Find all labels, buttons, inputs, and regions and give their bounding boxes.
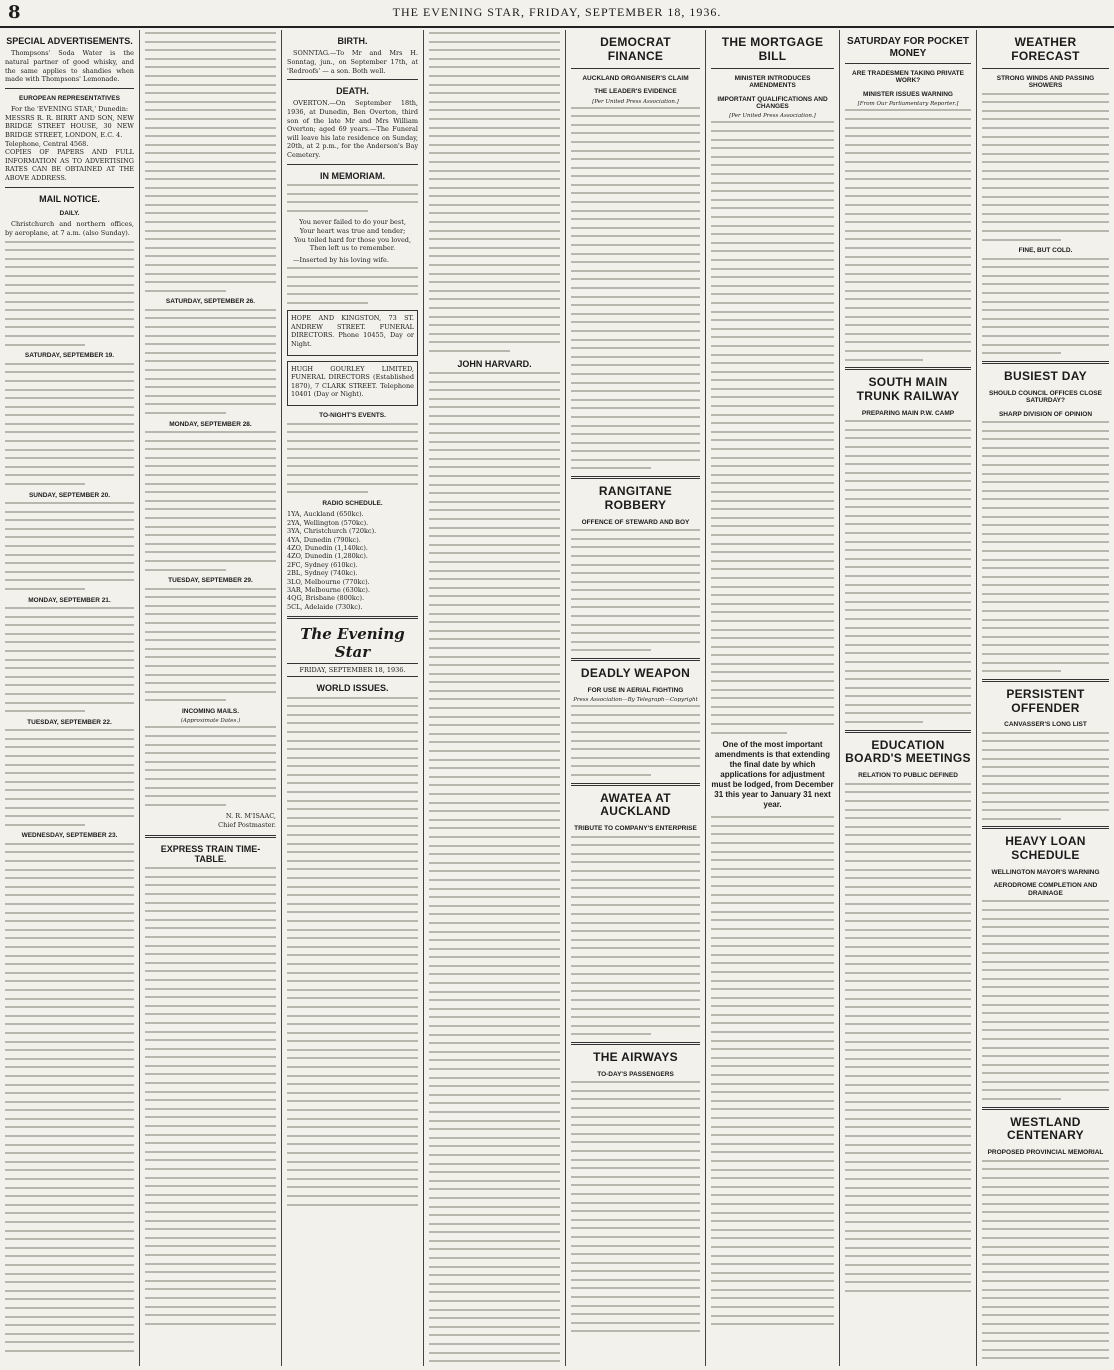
text-block [571,107,700,470]
death-notice: OVERTON.—On September 18th, 1936, at Dunedin, Ben Overton, third son of the late Mr and Mrs William Overton; aged 69 years.—The Funeral will leave his late residence on Sunday, 20th, at 2 p.m., for the Anderson's Bay Cemetery. [287,99,418,160]
rangitane-sub: OFFENCE OF STEWARD AND BOY [581,518,690,526]
divider [982,68,1109,69]
text-block [145,867,276,1324]
divider [982,679,1109,682]
mortgage-bill-credit: [Per United Press Association.] [729,113,816,120]
column-4 [424,30,566,1366]
deadly-weapon-credit: Press Association—By Telegraph—Copyright [573,697,698,704]
birth-notice: SONNTAG.—To Mr and Mrs H. Sonntag, jun., on September 17th, at 'Redroofs' — a son. Both well. [287,49,418,75]
newspaper-title: THE EVENING STAR, FRIDAY, SEPTEMBER 18, 1936. [392,5,722,19]
deadly-weapon-sub: FOR USE IN AERIAL FIGHTING [587,686,684,694]
column-7 [840,30,977,1366]
saturday-heading: SATURDAY, SEPTEMBER 19. [24,352,115,360]
reps-text: For the 'EVENING STAR,' Dunedin: MESSRS R. R. BIRRT AND SON, NEW BRIDGE STREET HOUSE, 30 NEW BRIDGE STREET, LONDON, E.C. 4. Telephone, Central 4568. COPIES OF PAPERS AND FULL INFORMATION AS TO ADVERTISING RATES CAN BE OBTAINED AT THE ABOVE ADDRESS. [5,105,134,182]
divider [287,616,418,619]
newspaper-nameplate: The Evening Star [300,625,405,662]
divider [982,1107,1109,1110]
text-block [5,607,134,712]
divider [711,68,834,69]
monday-2-heading: MONDAY, SEPTEMBER 28. [169,420,252,428]
funeral-ad-2-text: HUGH GOURLEY LIMITED, FUNERAL DIRECTORS (Established 1870), 7 CLARK STREET. Telephone 10401 (Day or Night). [291,364,414,399]
special-ads-heading: SPECIAL ADVERTISEMENTS. [6,36,133,46]
tuesday-heading: TUESDAY, SEPTEMBER 22. [27,718,112,726]
column-3 [282,30,424,1366]
funeral-ad-1 [287,310,418,355]
pocket-money-credit: [From Our Parliamentary Reporter.] [857,101,959,108]
divider [845,63,971,64]
councils-heading: SHOULD COUNCIL OFFICES CLOSE SATURDAY? [989,389,1102,405]
mortgage-callout: One of the most important amendments is that extending the final date by which applications for adjustment must be lodged, from December 31 this year to January 31 next year. [711,740,834,810]
funeral-ad-1-text: HOPE AND KINGSTON, 73 ST. ANDREW STREET. FUNERAL DIRECTORS. Phone 10455, Day or Night. [291,314,414,349]
pocket-money-sub: ARE TRADESMEN TAKING PRIVATE WORK? [852,70,964,85]
wednesday-heading: WEDNESDAY, SEPTEMBER 23. [21,832,118,840]
sunday-heading: SUNDAY, SEPTEMBER 20. [28,491,111,499]
airways-sub: TO-DAY'S PASSENGERS [597,1070,674,1078]
rangitane-heading: RANGITANE ROBBERY [598,484,673,512]
text-block [571,1081,700,1332]
divider [145,835,276,838]
awatea-sub: TRIBUTE TO COMPANY'S ENTERPRISE [574,825,697,833]
text-block [145,726,276,805]
deadly-weapon-heading: DEADLY WEAPON [580,666,691,681]
divider [571,1042,700,1045]
westland-sub: PROPOSED PROVINCIAL MEMORIAL [987,1149,1104,1157]
offender-heading: PERSISTENT OFFENDER [1006,686,1085,715]
memoriam-heading: IN MEMORIAM. [320,170,385,181]
text-block [982,1160,1109,1366]
special-ads-text: Thompsons' Soda Water is the natural partner of good whisky, and the same applies to shandies when made with Thompsons' Lemonade. [5,49,134,84]
text-block [5,729,134,826]
text-block [287,267,418,303]
divider [571,68,700,69]
democrat-finance-heading: DEMOCRAT FINANCE [600,35,671,63]
pocket-money-sub2: MINISTER ISSUES WARNING [863,90,953,98]
divider [571,476,700,479]
divider [845,730,971,733]
text-block [287,184,418,212]
birth-heading: BIRTH. [337,36,368,46]
text-block [287,697,418,1206]
mortgage-bill-sub: MINISTER INTRODUCES AMENDMENTS [734,74,811,90]
education-sub: RELATION TO PUBLIC DEFINED [858,772,958,780]
text-block [571,705,700,776]
text-block [845,109,971,360]
democrat-finance-sub2: THE LEADER'S EVIDENCE [594,88,677,96]
text-block [429,32,560,352]
events-heading: TO-NIGHT'S EVENTS. [319,412,386,420]
memoriam-sign: —Inserted by his loving wife. [293,255,389,264]
incoming-subheading: (Approximate Dates.) [180,718,241,725]
leader-heading: WORLD ISSUES. [316,683,389,694]
loan-heading: HEAVY LOAN SCHEDULE [1005,834,1086,863]
daily-heading: DAILY. [59,209,80,217]
radio-list: 1YA, Auckland (650kc). 2YA, Wellington (570kc). 3YA, Christchurch (720kc). 4YA, Dunedin (790kc). 4ZO, Dunedin (1,140kc). 4ZO, Dunedin (1,280kc). 2FC, Sydney (610kc). 2BL, Sydney (740kc). 3LO, Melbourne (770kc). 3AR, Melbourne (630kc). 4QG, Brisbane (800kc). 5CL, Adelaide (730kc). [287,510,377,611]
text-block [982,421,1109,672]
councils-sub: SHARP DIVISION OF OPINION [998,410,1093,418]
divider [982,826,1109,829]
column-1 [0,30,140,1366]
text-block [845,783,971,1292]
mortgage-bill-sub2: IMPORTANT QUALIFICATIONS AND CHANGES [717,95,828,110]
mortgage-bill-heading: THE MORTGAGE BILL [721,35,824,63]
memoriam-verse: You never failed to do your best, Your heart was true and tender; You toiled hard for those you loved, Then left us to remember. [293,218,412,253]
railway-heading: SOUTH MAIN TRUNK RAILWAY [856,375,960,404]
text-block [711,121,834,733]
divider [287,164,418,165]
divider [5,88,134,89]
express-heading: EXPRESS TRAIN TIME-TABLE. [160,843,261,864]
funeral-ad-2 [287,361,418,406]
text-block [5,241,134,346]
westland-heading: WESTLAND CENTENARY [1007,1114,1084,1143]
mail-intro: Christchurch and northern offices, by aeroplane, at 7 a.m. (also Sunday). [5,220,134,237]
masthead [0,0,1114,28]
weather-heading: WEATHER FORECAST [1011,35,1080,63]
fine-heading: FINE, BUT COLD. [1018,247,1073,255]
column-6 [706,30,840,1366]
divider [845,367,971,370]
weather-sub: STRONG WINDS AND PASSING SHOWERS [996,74,1095,90]
pocket-money-heading: SATURDAY FOR POCKET MONEY [846,36,970,59]
awatea-heading: AWATEA AT AUCKLAND [600,790,671,819]
text-block [145,32,276,292]
text-block [145,431,276,571]
harvard-heading: JOHN HARVARD. [457,358,532,369]
text-block [571,529,700,651]
column-8 [977,30,1114,1366]
postmaster-signature: N. R. M'ISAAC, Chief Postmaster. [218,812,276,829]
offender-sub: CANVASSER'S LONG LIST [1004,721,1087,729]
saturday-2-heading: SATURDAY, SEPTEMBER 26. [165,298,256,306]
text-block [287,423,418,494]
death-heading: DEATH. [336,86,369,97]
text-block [982,732,1109,820]
radio-heading: RADIO SCHEDULE. [322,499,383,507]
airways-heading: THE AIRWAYS [593,1049,678,1064]
divider [571,658,700,661]
divider [571,783,700,786]
democrat-finance-credit: [Per United Press Association.] [592,98,679,105]
reps-heading: EUROPEAN REPRESENTATIVES [19,94,120,102]
divider [287,79,418,80]
text-block [845,420,971,723]
text-block [5,843,134,1352]
text-block [982,93,1109,241]
railway-sub: PREPARING MAIN P.W. CAMP [861,409,955,417]
loan-sub2: AERODROME COMPLETION AND DRAINAGE [993,882,1098,897]
incoming-heading: INCOMING MAILS. [181,707,240,715]
mail-heading: MAIL NOTICE. [39,193,100,204]
education-heading: EDUCATION BOARD'S MEETINGS [845,737,971,766]
text-block [5,363,134,485]
divider [982,361,1109,364]
column-2 [140,30,282,1366]
busiest-heading: BUSIEST DAY [1004,368,1087,383]
text-block [145,588,276,702]
text-block [982,258,1109,355]
column-5 [566,30,706,1366]
tuesday-2-heading: TUESDAY, SEPTEMBER 29. [168,577,253,585]
democrat-finance-sub: AUCKLAND ORGANISER'S CLAIM [582,74,689,82]
monday-heading: MONDAY, SEPTEMBER 21. [28,596,111,604]
page-number: 8 [8,2,21,23]
text-block [5,502,134,590]
text-block [145,309,276,414]
text-block [571,836,700,1036]
divider [5,187,134,188]
leader-dateline: FRIDAY, SEPTEMBER 18, 1936. [287,663,418,677]
text-block [982,900,1109,1100]
text-block [429,372,560,1366]
text-block [711,816,834,1325]
loan-sub: WELLINGTON MAYOR'S WARNING [991,869,1100,877]
